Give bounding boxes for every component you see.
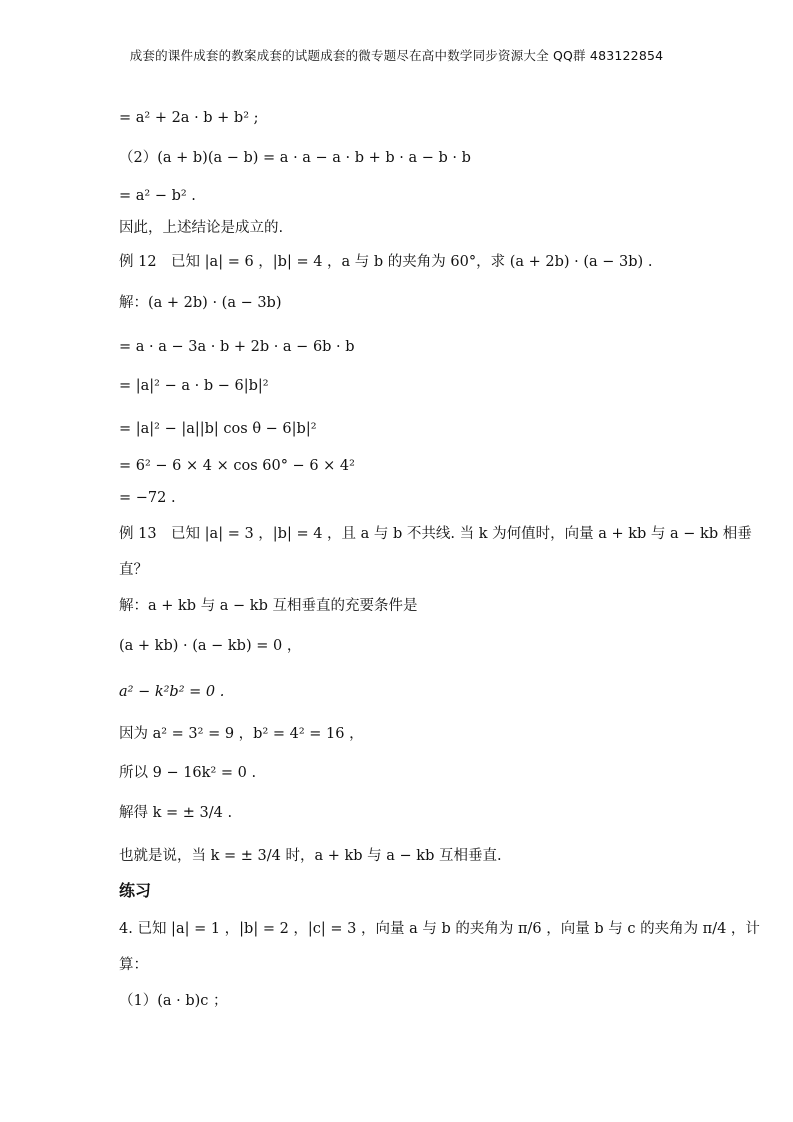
equation-line: = |a|² − a · b − 6|b|² bbox=[119, 378, 269, 394]
equation-line: a² − k²b² = 0 . bbox=[119, 684, 225, 700]
equation-line: = |a|² − |a||b| cos θ − 6|b|² bbox=[119, 421, 317, 437]
exercise-4-statement: 4. 已知 |a| = 1 ，|b| = 2 ，|c| = 3 ，向量 a 与 b 的夹角为 π/6 ，向量 b 与 c 的夹角为 π/4 ，计 bbox=[119, 921, 760, 937]
equation-line: = a² − b² . bbox=[119, 188, 196, 204]
equation-line: 解得 k = ± 3/4 . bbox=[119, 805, 233, 821]
page-header: 成套的课件成套的教案成套的试题成套的微专题尽在高中数学同步资源大全 QQ群 483122854 bbox=[129, 48, 664, 63]
text-line: 因此，上述结论是成立的. bbox=[119, 220, 284, 236]
equation-line: 因为 a² = 3² = 9 ，b² = 4² = 16 ， bbox=[119, 726, 364, 742]
equation-line: 所以 9 − 16k² = 0 . bbox=[119, 765, 257, 781]
solution-line: 解：a + kb 与 a − kb 互相垂直的充要条件是 bbox=[119, 598, 418, 614]
text-line: 算： bbox=[119, 957, 148, 973]
conclusion-line: 也就是说，当 k = ± 3/4 时，a + kb 与 a − kb 互相垂直. bbox=[119, 848, 502, 864]
equation-line: (a + kb) · (a − kb) = 0 ， bbox=[119, 638, 302, 654]
exercise-item: （1）(a · b)c ； bbox=[119, 993, 228, 1009]
solution-line: 解：(a + 2b) · (a − 3b) bbox=[119, 295, 282, 311]
equation-line: = −72 . bbox=[119, 490, 176, 506]
section-heading: 练习 bbox=[119, 881, 152, 900]
equation-line: = a² + 2a · b + b² ; bbox=[119, 110, 259, 126]
equation-line: （2）(a + b)(a − b) = a · a − a · b + b · a − b · b bbox=[119, 150, 471, 166]
text-line: 直？ bbox=[119, 562, 148, 578]
example-12-statement: 例 12 已知 |a| = 6 ，|b| = 4 ，a 与 b 的夹角为 60°，求 (a + 2b) · (a − 3b) . bbox=[119, 254, 653, 270]
equation-line: = 6² − 6 × 4 × cos 60° − 6 × 4² bbox=[119, 458, 355, 474]
example-13-statement: 例 13 已知 |a| = 3 ，|b| = 4 ，且 a 与 b 不共线. 当 k 为何值时，向量 a + kb 与 a − kb 相垂 bbox=[119, 526, 752, 542]
equation-line: = a · a − 3a · b + 2b · a − 6b · b bbox=[119, 339, 355, 355]
